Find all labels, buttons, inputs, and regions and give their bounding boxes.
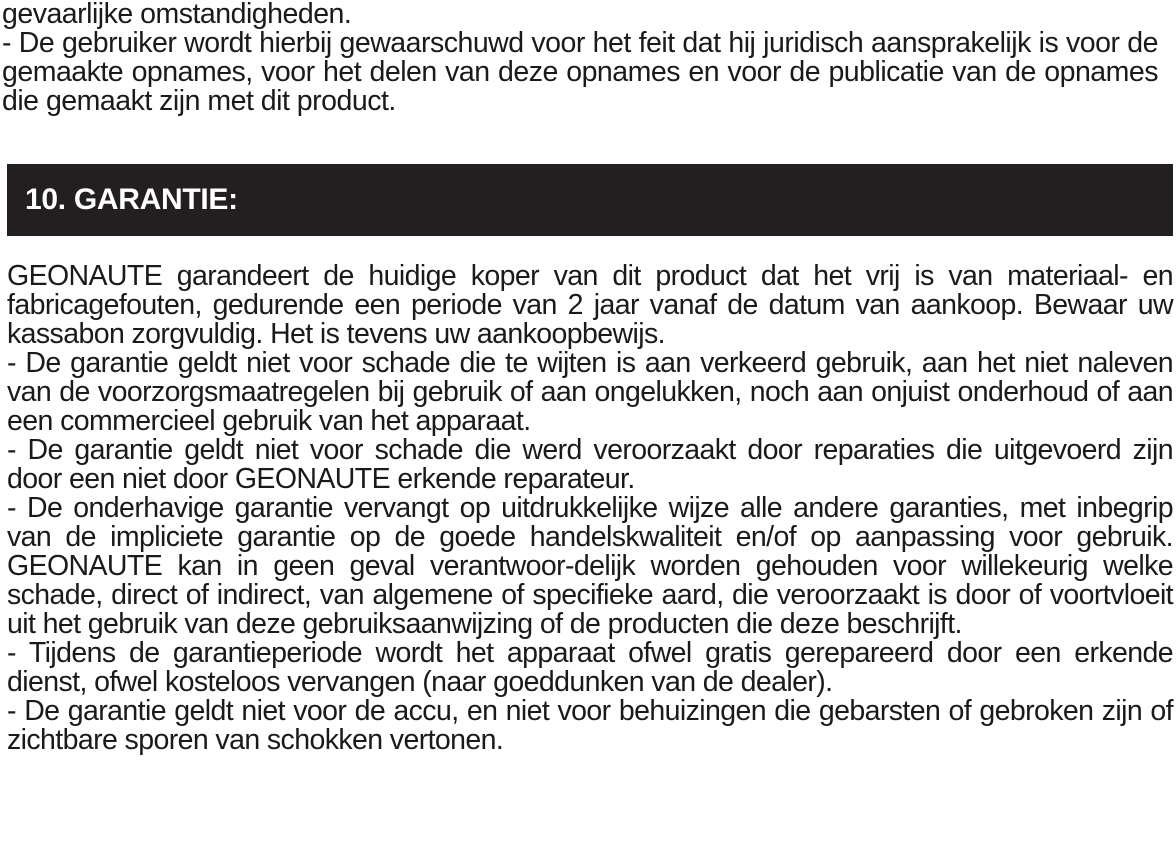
warranty-paragraph-misuse: - De garantie geldt niet voor schade die te wijten is aan verkeerd gebruik, aan het niet naleven van de voorzorgsmaatregelen bij gebruik of aan ongelukken, noch aan onjuist onderhoud of aan een commercieel gebruik van het apparaat. <box>7 347 1173 437</box>
warranty-paragraph-repairs: - De garantie geldt niet voor schade die werd veroorzaakt door reparaties die uitgevoerd zijn door een niet door GEONAUTE erkende reparateur. <box>7 434 1173 495</box>
warranty-paragraph-battery: - De garantie geldt niet voor de accu, en niet voor behuizingen die gebarsten of gebroken zijn of zichtbare sporen van schokken vertonen. <box>7 695 1173 756</box>
intro-warning-paragraph: - De gebruiker wordt hierbij gewaarschuwd voor het feit dat hij juridisch aansprakelijk is voor de gemaakte opnames, voor het delen van deze opnames en voor de publicatie van de opnames die gemaakt zijn met dit product. <box>2 27 1158 117</box>
intro-text-block <box>2 0 1158 116</box>
warranty-paragraph-intro: GEONAUTE garandeert de huidige koper van dit product dat het vrij is van materiaal- en fabricagefouten, gedurende een periode van 2 jaar vanaf de datum van aankoop. Bewaar uw kassabon zorgvuldig. Het is tevens uw aankoopbewijs. <box>7 260 1173 350</box>
section-heading: 10. GARANTIE: <box>25 183 238 216</box>
intro-line-continued: gevaarlijke omstandigheden. <box>2 0 352 30</box>
warranty-text-block <box>7 262 1173 755</box>
section-heading-bar <box>7 164 1173 236</box>
warranty-paragraph-exclusions: - De onderhavige garantie vervangt op uitdrukkelijke wijze alle andere garanties, met inbegrip van de impliciete garantie op de goede handelskwaliteit en/of op aanpassing voor gebruik. GEONAUTE kan in geen geval verantwoor-delijk worden gehouden voor willekeurig welke schade, direct of indirect, van algemene of specifieke aard, die veroorzaakt is door of voortvloeit uit het gebruik van deze gebruiksaanwijzing of de producten die deze beschrijft. <box>7 492 1173 640</box>
warranty-paragraph-period: - Tijdens de garantieperiode wordt het apparaat ofwel gratis gerepareerd door een erkende dienst, ofwel kosteloos vervangen (naar goeddunken van de dealer). <box>7 637 1173 698</box>
